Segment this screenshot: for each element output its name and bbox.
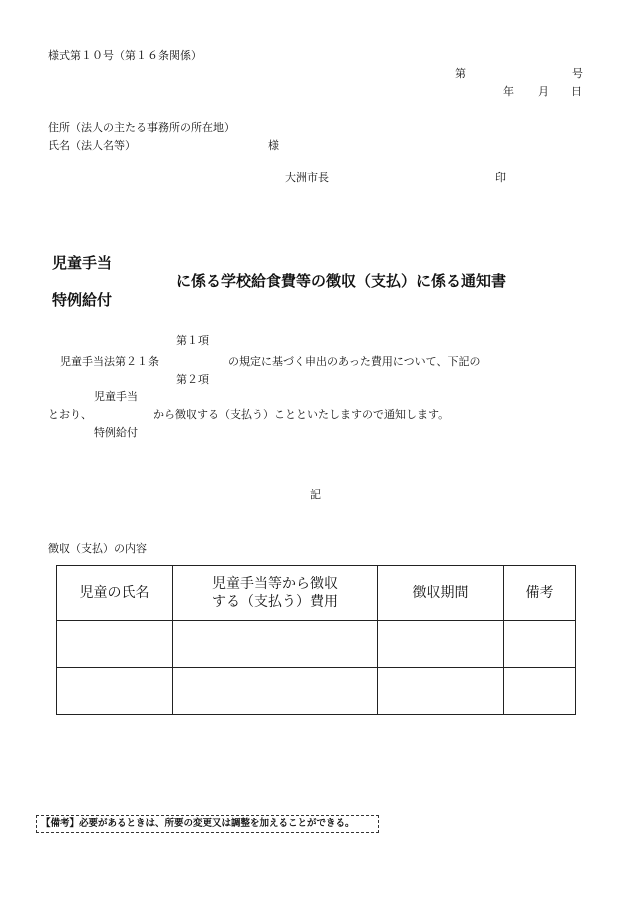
table-cell[interactable] bbox=[504, 621, 576, 668]
address-label: 住所（法人の主たる事務所の所在地） bbox=[48, 121, 235, 134]
name-label: 氏名（法人名等） bbox=[48, 139, 136, 152]
body-line1-prefix: 児童手当法第２１条 bbox=[60, 355, 159, 368]
table-header-row bbox=[57, 566, 576, 621]
table-cell[interactable] bbox=[57, 621, 173, 668]
form-number: 様式第１０号（第１６条関係） bbox=[48, 49, 202, 62]
honorific: 様 bbox=[268, 139, 279, 152]
allowance-option-2: 特例給付 bbox=[94, 426, 138, 439]
collection-table bbox=[56, 565, 576, 715]
allowance-option-1: 児童手当 bbox=[94, 390, 138, 403]
table-cell[interactable] bbox=[378, 668, 504, 715]
section-label: 徴収（支払）の内容 bbox=[48, 542, 147, 555]
ki-heading: 記 bbox=[310, 488, 321, 501]
table-cell[interactable] bbox=[173, 668, 378, 715]
doc-number-prefix: 第 bbox=[455, 67, 466, 80]
clause-option-1: 第１項 bbox=[176, 334, 209, 347]
clause-option-2: 第２項 bbox=[176, 373, 209, 386]
date-month: 月 bbox=[538, 85, 549, 98]
title-option-special-benefit: 特例給付 bbox=[52, 291, 113, 309]
col-cost: 児童手当等から徴収 する（支払う）費用 bbox=[173, 566, 378, 621]
title-option-child-allowance: 児童手当 bbox=[52, 254, 113, 272]
col-period: 徴収期間 bbox=[378, 566, 504, 621]
doc-number-suffix: 号 bbox=[572, 67, 583, 80]
document-title: に係る学校給食費等の徴収（支払）に係る通知書 bbox=[176, 272, 507, 290]
mayor-name: 大洲市長 bbox=[285, 171, 329, 184]
body-line2-prefix: とおり、 bbox=[48, 408, 92, 421]
table-cell[interactable] bbox=[378, 621, 504, 668]
table-row bbox=[57, 621, 576, 668]
table-cell[interactable] bbox=[57, 668, 173, 715]
col-remarks: 備考 bbox=[504, 566, 576, 621]
body-line2-suffix: から徴収する（支払う）ことといたしますので通知します。 bbox=[153, 408, 450, 421]
table-cell[interactable] bbox=[504, 668, 576, 715]
remarks-note: 【備考】必要があるときは、所要の変更又は調整を加えることができる。 bbox=[36, 815, 379, 833]
date-day: 日 bbox=[571, 85, 582, 98]
col-child-name: 児童の氏名 bbox=[57, 566, 173, 621]
body-line1-suffix: の規定に基づく申出のあった費用について、下記の bbox=[228, 355, 481, 368]
table-cell[interactable] bbox=[173, 621, 378, 668]
date-year: 年 bbox=[503, 85, 514, 98]
seal-mark: 印 bbox=[495, 171, 506, 184]
table-row bbox=[57, 668, 576, 715]
